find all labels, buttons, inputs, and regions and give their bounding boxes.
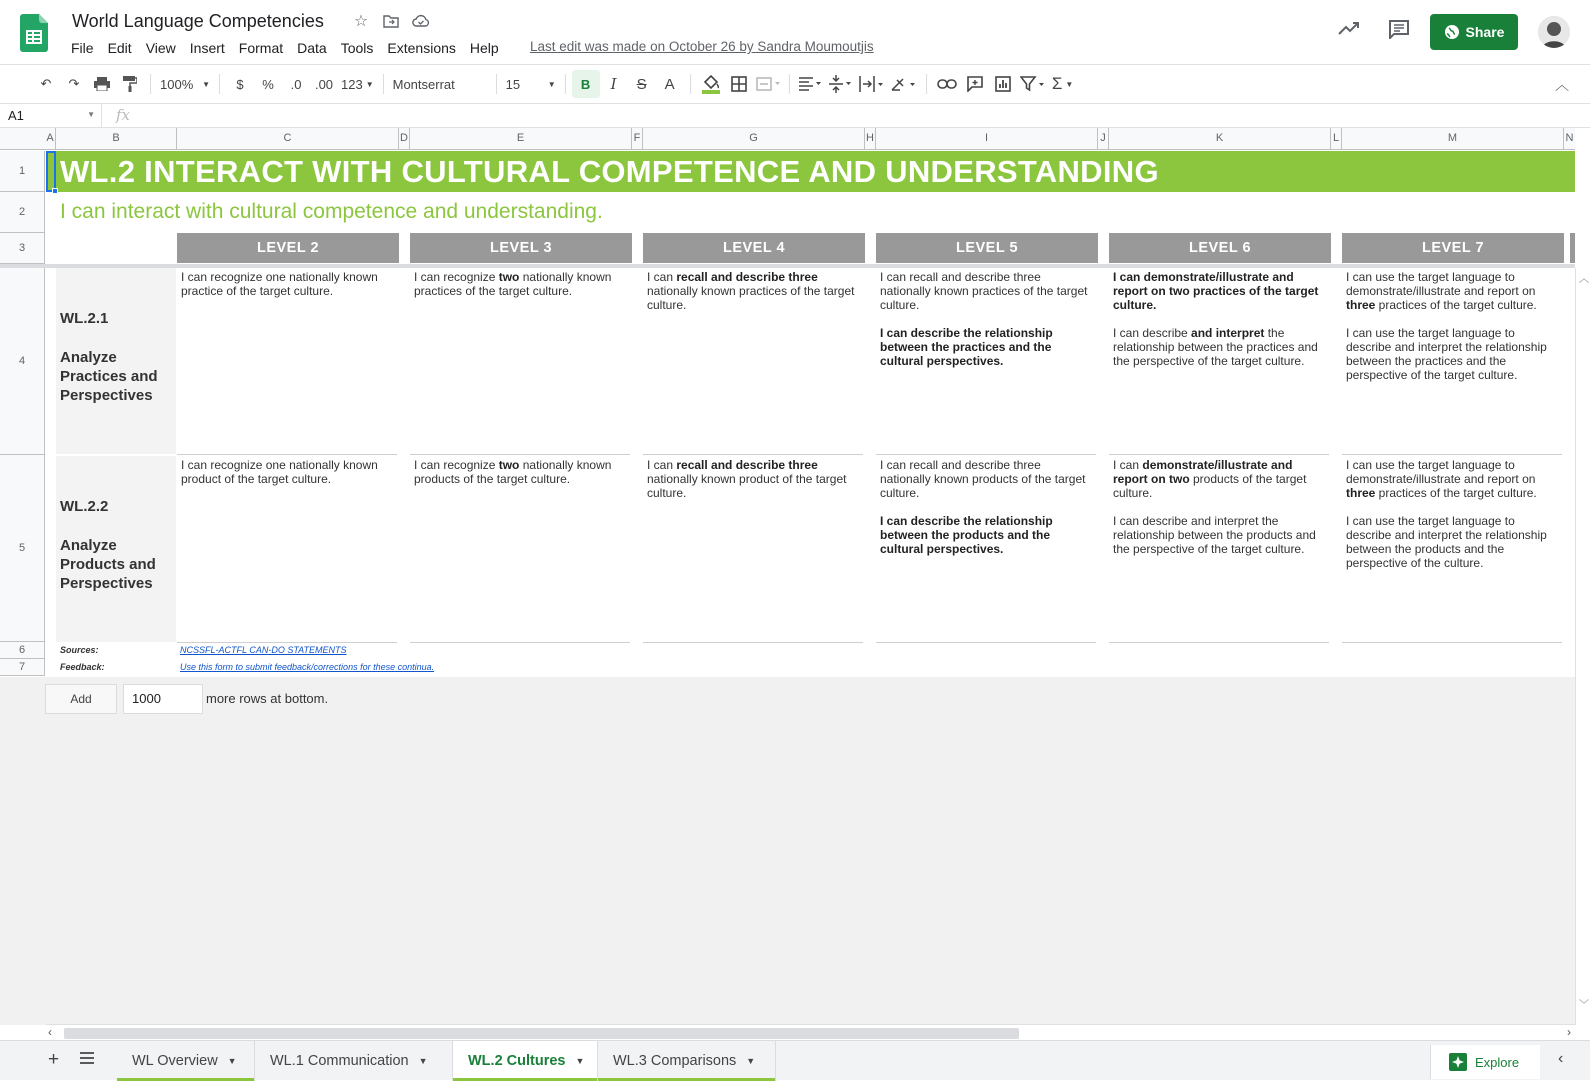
name-box[interactable] [0, 104, 102, 128]
rubric-cell[interactable] [1342, 268, 1562, 455]
scroll-left-icon[interactable]: ‹ [48, 1025, 52, 1039]
level-header-3[interactable]: LEVEL 3 [410, 233, 632, 263]
decrease-decimal-button[interactable]: .0 [290, 76, 302, 92]
rubric-emphasis: three [1346, 486, 1376, 500]
rubric-emphasis: two [498, 270, 520, 284]
column-header-k[interactable]: K [1109, 128, 1331, 150]
scroll-down-icon[interactable]: ﹀ [1579, 1000, 1589, 1011]
competency-code: WL.2.2 [60, 498, 109, 515]
font-size-value: 15 [505, 76, 521, 92]
print-icon[interactable] [88, 70, 116, 98]
rubric-paragraph: I can describe and interpret the relationship between the practices and the perspective of the target culture. [1113, 326, 1318, 368]
toolbar-divider [383, 74, 384, 94]
feedback-label: Feedback: [60, 662, 105, 672]
collapse-menus-icon[interactable]: ︿ [1555, 77, 1569, 93]
rubric-cell[interactable] [643, 268, 863, 455]
rubric-paragraph: I can demonstrate/illustrate and report on two products of the target culture. [1113, 458, 1307, 500]
sheet-tab-label: WL.1 Communication [270, 1053, 409, 1069]
rubric-cell[interactable] [876, 456, 1096, 643]
fill-color-icon[interactable] [697, 70, 725, 98]
fx-icon: fx [116, 106, 131, 124]
column-header-m[interactable]: M [1342, 128, 1564, 150]
rubric-paragraph [1113, 270, 1325, 312]
sheet-banner-title[interactable]: WL.2 INTERACT WITH CULTURAL COMPETENCE AND UNDERSTANDING [46, 151, 1575, 192]
menu-tools[interactable]: Tools [340, 40, 374, 56]
move-folder-icon[interactable] [382, 12, 400, 30]
formula-input[interactable] [150, 104, 1580, 128]
all-sheets-icon[interactable] [80, 1051, 94, 1069]
sheet-tab-label: WL.2 Cultures [468, 1053, 566, 1069]
rubric-emphasis: I can demonstrate/illustrate and report on two practices of the target culture. [1113, 270, 1319, 312]
rubric-cell[interactable] [410, 268, 630, 455]
add-rows-count-input[interactable]: 1000 [123, 684, 203, 714]
sheet-tab-bar [0, 1040, 1590, 1080]
row-header-6[interactable]: 6 [0, 642, 45, 659]
row-header-3[interactable]: 3 [0, 233, 45, 264]
explore-button[interactable] [1430, 1045, 1540, 1079]
chevron-down-icon: ▼ [746, 1056, 756, 1066]
toolbar-divider [150, 74, 151, 94]
toolbar-divider [926, 74, 927, 94]
column-header-l[interactable]: L [1331, 128, 1342, 150]
column-header-j[interactable]: J [1098, 128, 1109, 150]
level-header-5[interactable]: LEVEL 5 [876, 233, 1098, 263]
zoom-select[interactable] [157, 70, 213, 98]
horizontal-scrollbar[interactable] [46, 1024, 1575, 1040]
competency-name: Analyze Products and Perspectives [60, 537, 156, 592]
explore-label: Explore [1475, 1054, 1520, 1070]
sheet-subtitle[interactable]: I can interact with cultural competence and understanding. [60, 200, 603, 223]
rubric-cell[interactable] [1109, 456, 1329, 643]
column-header-f[interactable]: F [632, 128, 643, 150]
sheet-tab-label: WL Overview [132, 1053, 218, 1069]
competency-code: WL.2.1 [60, 310, 109, 327]
sheets-logo-icon[interactable] [20, 14, 48, 52]
vertical-scrollbar[interactable] [1575, 268, 1590, 1025]
font-size-select[interactable] [503, 70, 559, 98]
menu-bar [64, 38, 506, 58]
rubric-cell[interactable] [1342, 456, 1562, 643]
chevron-down-icon: ▼ [575, 1056, 585, 1066]
format-currency-button[interactable]: $ [236, 76, 244, 92]
sheet-tab-label: WL.3 Comparisons [613, 1053, 737, 1069]
formula-bar [0, 104, 1590, 128]
paint-format-icon[interactable] [116, 70, 144, 98]
active-cell-a1[interactable] [46, 151, 56, 192]
scroll-up-icon[interactable]: ︿ [1579, 274, 1589, 285]
rubric-emphasis: recall and describe three [676, 458, 818, 472]
column-headers [0, 128, 1575, 150]
document-title[interactable]: World Language Competencies [72, 11, 324, 31]
text-rotation-icon[interactable] [888, 70, 920, 98]
add-rows-button[interactable]: Add [45, 684, 117, 714]
title-bar [0, 0, 1590, 64]
sheet-tab-wl-overview[interactable] [117, 1041, 255, 1081]
rubric-emphasis: three [1346, 298, 1376, 312]
column-header-b[interactable]: B [56, 128, 177, 150]
activity-trend-icon[interactable] [1338, 20, 1360, 41]
level-header-2[interactable]: LEVEL 2 [177, 233, 399, 263]
row-header-4[interactable]: 4 [0, 268, 45, 455]
rubric-paragraph: I can recognize one nationally known practice of the target culture. [181, 270, 378, 298]
rubric-paragraph: I can describe and interpret the relationship between the products and the perspective of the target culture. [1113, 514, 1316, 556]
column-header-h[interactable]: H [865, 128, 876, 150]
menu-data[interactable]: Data [297, 40, 327, 56]
column-header-i[interactable]: I [876, 128, 1098, 150]
rubric-cell[interactable] [177, 456, 397, 643]
chevron-down-icon: ▼ [365, 79, 374, 89]
font-family-select[interactable] [390, 70, 490, 98]
rubric-paragraph: I can recognize two nationally known practices of the target culture. [414, 270, 612, 298]
rubric-emphasis: demonstrate/illustrate and report on two [1113, 458, 1293, 486]
rubric-cell[interactable] [177, 268, 397, 455]
rubric-paragraph: I can use the target language to demonstrate/illustrate and report on three practices of the target culture. [1346, 270, 1537, 312]
bold-button[interactable]: B [572, 70, 600, 98]
menu-insert[interactable]: Insert [189, 40, 225, 56]
strikethrough-button[interactable]: S [636, 75, 647, 93]
level-header-7[interactable]: LEVEL 7 [1342, 233, 1564, 263]
toolbar-divider [690, 74, 691, 94]
font-family-value: Montserrat [392, 76, 455, 92]
rubric-paragraph [880, 326, 1092, 368]
column-header-n[interactable]: N [1565, 132, 1574, 144]
toolbar-divider [496, 74, 497, 94]
sources-link[interactable]: NCSSFL-ACTFL CAN-DO STATEMENTS [180, 645, 347, 655]
globe-icon [1444, 24, 1460, 40]
cloud-status-icon[interactable] [412, 12, 430, 30]
add-rows-suffix: more rows at bottom. [206, 691, 329, 706]
borders-icon[interactable] [725, 70, 753, 98]
rubric-emphasis: and interpret [1191, 326, 1265, 340]
rubric-paragraph: I can recall and describe three nationally known products of the target culture. [880, 458, 1086, 500]
menu-view[interactable]: View [145, 40, 176, 56]
text-wrapping-icon[interactable] [856, 70, 888, 98]
merge-cells-icon[interactable] [753, 70, 783, 98]
chevron-down-icon: ▼ [87, 110, 95, 119]
more-formats-label: 123 [341, 76, 363, 92]
format-percent-button[interactable]: % [262, 76, 274, 92]
increase-decimal-button[interactable]: .00 [314, 76, 334, 92]
level-header-overflow [1570, 233, 1575, 263]
sources-label: Sources: [60, 645, 99, 655]
text-color-button[interactable]: A [664, 75, 675, 93]
competency-cell-1[interactable] [56, 268, 176, 454]
rubric-paragraph: I can use the target language to demonstrate/illustrate and report on three practices of the target culture. [1346, 458, 1537, 500]
rubric-paragraph: I can use the target language to describe and interpret the relationship between the products and the perspective of the culture. [1346, 514, 1547, 570]
filter-icon[interactable] [1017, 70, 1049, 98]
menu-edit[interactable]: Edit [107, 40, 132, 56]
menu-extensions[interactable]: Extensions [387, 40, 456, 56]
star-icon[interactable]: ☆ [353, 13, 369, 30]
rubric-paragraph: I can recognize two nationally known products of the target culture. [414, 458, 612, 486]
side-panel-toggle-icon[interactable]: ‹ [1558, 1050, 1564, 1067]
level-header-6[interactable]: LEVEL 6 [1109, 233, 1331, 263]
insert-comment-icon[interactable] [961, 70, 989, 98]
rubric-paragraph: I can recall and describe three nationally known product of the target culture. [647, 458, 847, 500]
vertical-align-icon[interactable] [826, 70, 856, 98]
column-header-c[interactable]: C [177, 128, 399, 150]
competency-name: Analyze Practices and Perspectives [60, 349, 158, 404]
add-sheet-icon[interactable]: + [48, 1049, 60, 1070]
menu-file[interactable]: File [71, 40, 94, 56]
row-header-2[interactable]: 2 [0, 192, 45, 233]
undo-icon[interactable]: ↶ [40, 76, 52, 91]
zoom-value: 100% [160, 76, 194, 92]
redo-icon[interactable]: ↷ [68, 76, 80, 91]
sheet-tab-wl1-communication[interactable] [255, 1041, 453, 1081]
rubric-emphasis: I can describe the relationship between the products and the cultural perspectives. [880, 514, 1053, 556]
chevron-down-icon: ▼ [418, 1056, 428, 1066]
more-formats-button[interactable] [338, 70, 377, 98]
insert-link-icon[interactable] [933, 70, 961, 98]
rubric-cell[interactable] [876, 268, 1096, 455]
column-header-a[interactable]: A [45, 128, 56, 150]
fill-handle[interactable] [52, 188, 58, 194]
column-header-e[interactable]: E [410, 128, 632, 150]
menu-format[interactable]: Format [238, 40, 284, 56]
menu-help[interactable]: Help [469, 40, 499, 56]
last-edit-link[interactable]: Last edit was made on October 26 by Sandra Moumoutjis [530, 39, 874, 54]
name-box-value: A1 [8, 108, 24, 123]
toolbar [0, 64, 1590, 104]
chevron-down-icon: ▼ [547, 79, 556, 89]
italic-button[interactable]: I [610, 75, 617, 93]
insert-chart-icon[interactable] [989, 70, 1017, 98]
sheet-tab-wl3-comparisons[interactable] [598, 1041, 776, 1081]
rubric-cell[interactable] [410, 456, 630, 643]
scroll-right-icon[interactable]: › [1567, 1025, 1571, 1039]
explore-icon [1449, 1053, 1467, 1071]
row-header-1[interactable]: 1 [0, 151, 45, 192]
feedback-link[interactable]: Use this form to submit feedback/corrections for these continua. [180, 662, 435, 672]
chevron-down-icon: ▼ [202, 79, 210, 89]
rubric-emphasis: I can describe the relationship between the practices and the cultural perspectives. [880, 326, 1053, 368]
toolbar-divider [789, 74, 790, 94]
empty-sheet-area [0, 677, 1575, 1025]
rubric-cell[interactable] [643, 456, 863, 643]
column-header-d[interactable]: D [399, 128, 410, 150]
level-header-4[interactable]: LEVEL 4 [643, 233, 865, 263]
rubric-paragraph: I can recognize one nationally known product of the target culture. [181, 458, 378, 486]
chevron-down-icon: ▼ [227, 1056, 237, 1066]
rubric-paragraph: I can recall and describe three nationally known practices of the target culture. [880, 270, 1088, 312]
column-header-g[interactable]: G [643, 128, 865, 150]
rubric-paragraph [880, 514, 1092, 556]
share-button-label: Share [1465, 24, 1505, 40]
comments-icon[interactable] [1388, 19, 1410, 44]
rubric-paragraph: I can recall and describe three nationally known practices of the target culture. [647, 270, 855, 312]
functions-icon[interactable]: Σ ▼ [1051, 74, 1074, 93]
rubric-paragraph: I can use the target language to describe and interpret the relationship between the practices and the perspective of the target culture. [1346, 326, 1547, 382]
toolbar-divider [219, 74, 220, 94]
horizontal-scroll-thumb[interactable] [64, 1028, 1019, 1039]
account-avatar[interactable] [1538, 16, 1570, 48]
competency-cell-2[interactable] [56, 456, 176, 642]
toolbar-divider [565, 74, 566, 94]
row-header-5[interactable]: 5 [0, 455, 45, 642]
horizontal-align-icon[interactable] [796, 70, 826, 98]
rubric-emphasis: two [498, 458, 520, 472]
sheet-tab-wl2-cultures[interactable] [453, 1041, 598, 1081]
share-button[interactable] [1430, 14, 1518, 50]
rubric-cell[interactable] [1109, 268, 1329, 455]
row-header-7[interactable]: 7 [0, 659, 45, 676]
rubric-emphasis: recall and describe three [676, 270, 818, 284]
chevron-down-icon: ▼ [1065, 79, 1074, 89]
